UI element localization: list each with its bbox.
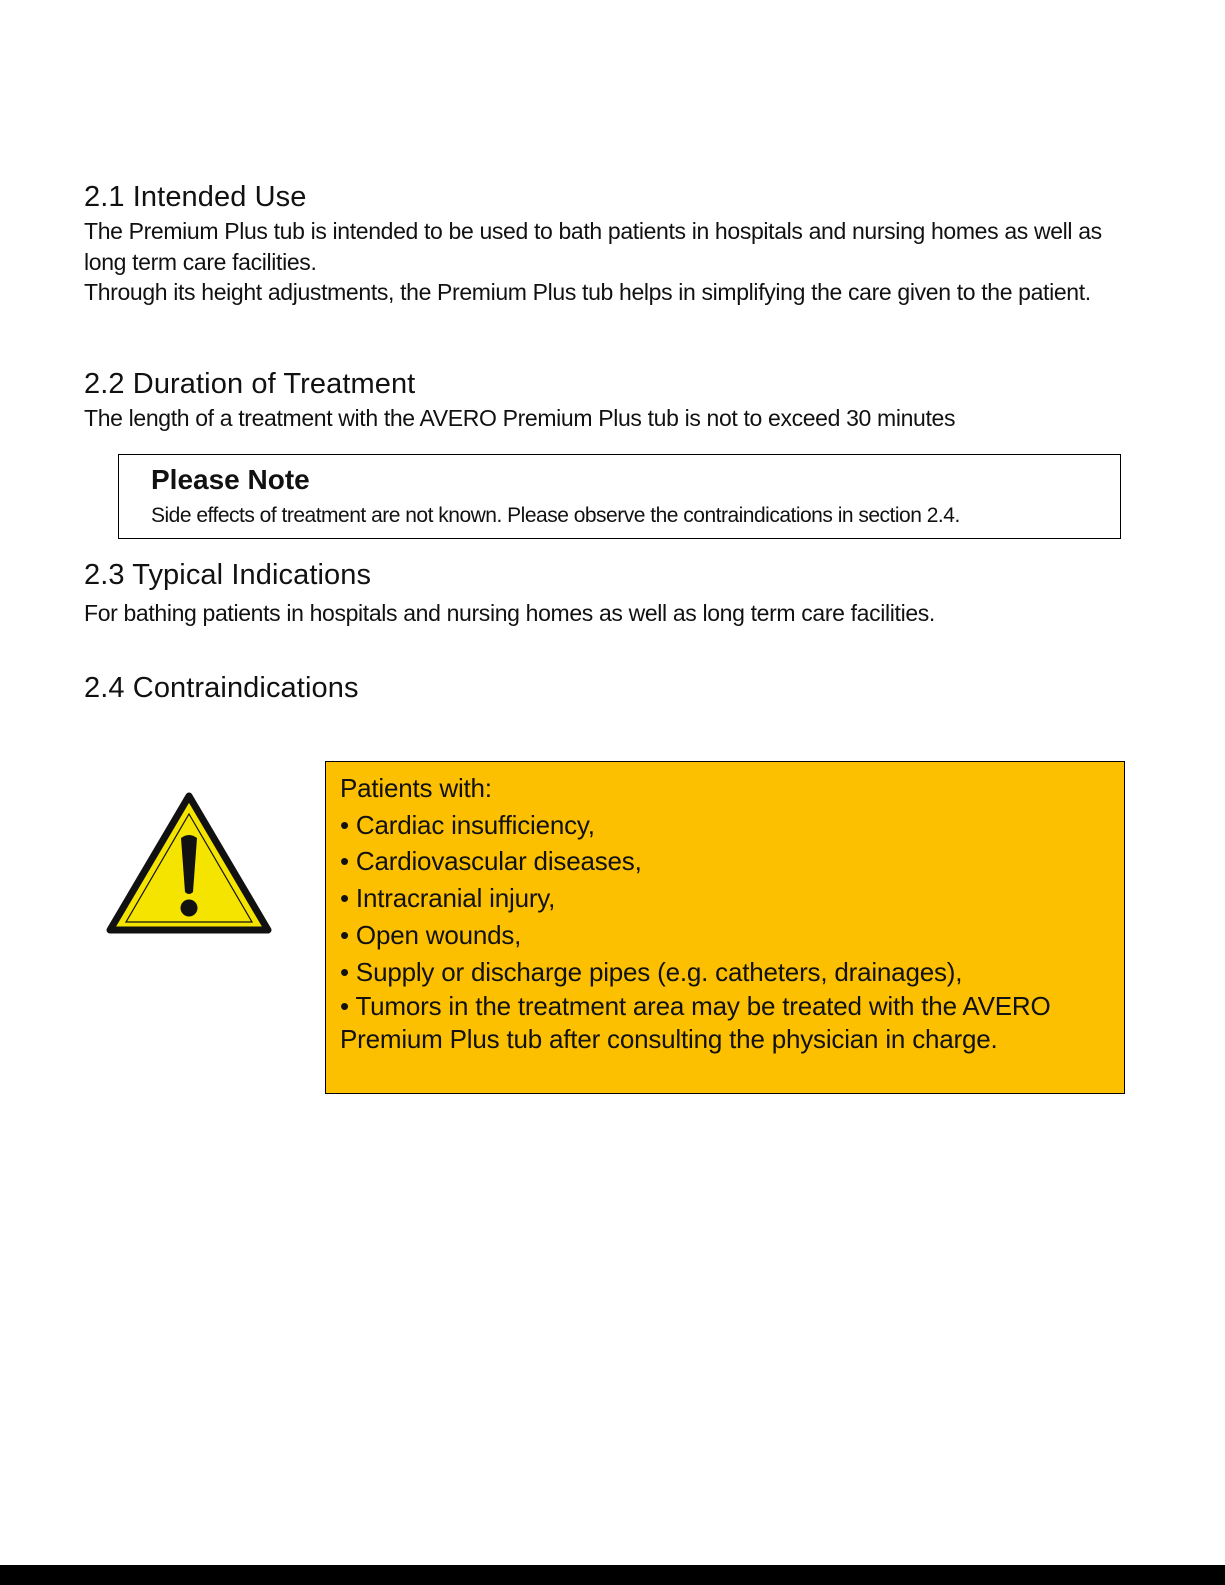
contraindications-intro: Patients with: — [340, 773, 492, 803]
duration-text: The length of a treatment with the AVERO Premium Plus tub is not to exceed 30 minutes — [84, 405, 956, 431]
heading-duration: 2.2 Duration of Treatment — [84, 368, 416, 400]
contraindications-box — [325, 761, 1125, 1094]
list-item: • Tumors in the treatment area may be treated with the AVERO Premium Plus tub after consulting the physician in charge. — [340, 991, 1051, 1055]
intended-use-paragraph-1: The Premium Plus tub is intended to be used to bath patients in hospitals and nursing homes as well as long term care facilities. — [84, 218, 1102, 275]
warning-triangle-icon — [106, 792, 272, 934]
list-item: • Cardiovascular diseases, — [340, 846, 642, 877]
note-box — [118, 454, 1121, 539]
list-item: • Supply or discharge pipes (e.g. catheters, drainages), — [340, 956, 963, 987]
heading-indications: 2.3 Typical Indications — [84, 559, 372, 591]
indications-text: For bathing patients in hospitals and nursing homes as well as long term care facilities. — [84, 600, 935, 626]
list-item: • Cardiac insufficiency, — [340, 809, 595, 840]
note-title: Please Note — [151, 464, 310, 495]
list-item: • Intracranial injury, — [340, 883, 556, 914]
list-item: • Open wounds, — [340, 919, 522, 950]
page-bottom-border — [0, 1565, 1225, 1585]
intended-use-paragraph-2: Through its height adjustments, the Premium Plus tub helps in simplifying the care given to the patient. — [84, 279, 1091, 305]
note-text: Side effects of treatment are not known. Please observe the contraindications in section 2.4. — [151, 504, 960, 527]
heading-contraindications: 2.4 Contraindications — [84, 672, 359, 704]
heading-intended-use: 2.1 Intended Use — [84, 181, 307, 213]
